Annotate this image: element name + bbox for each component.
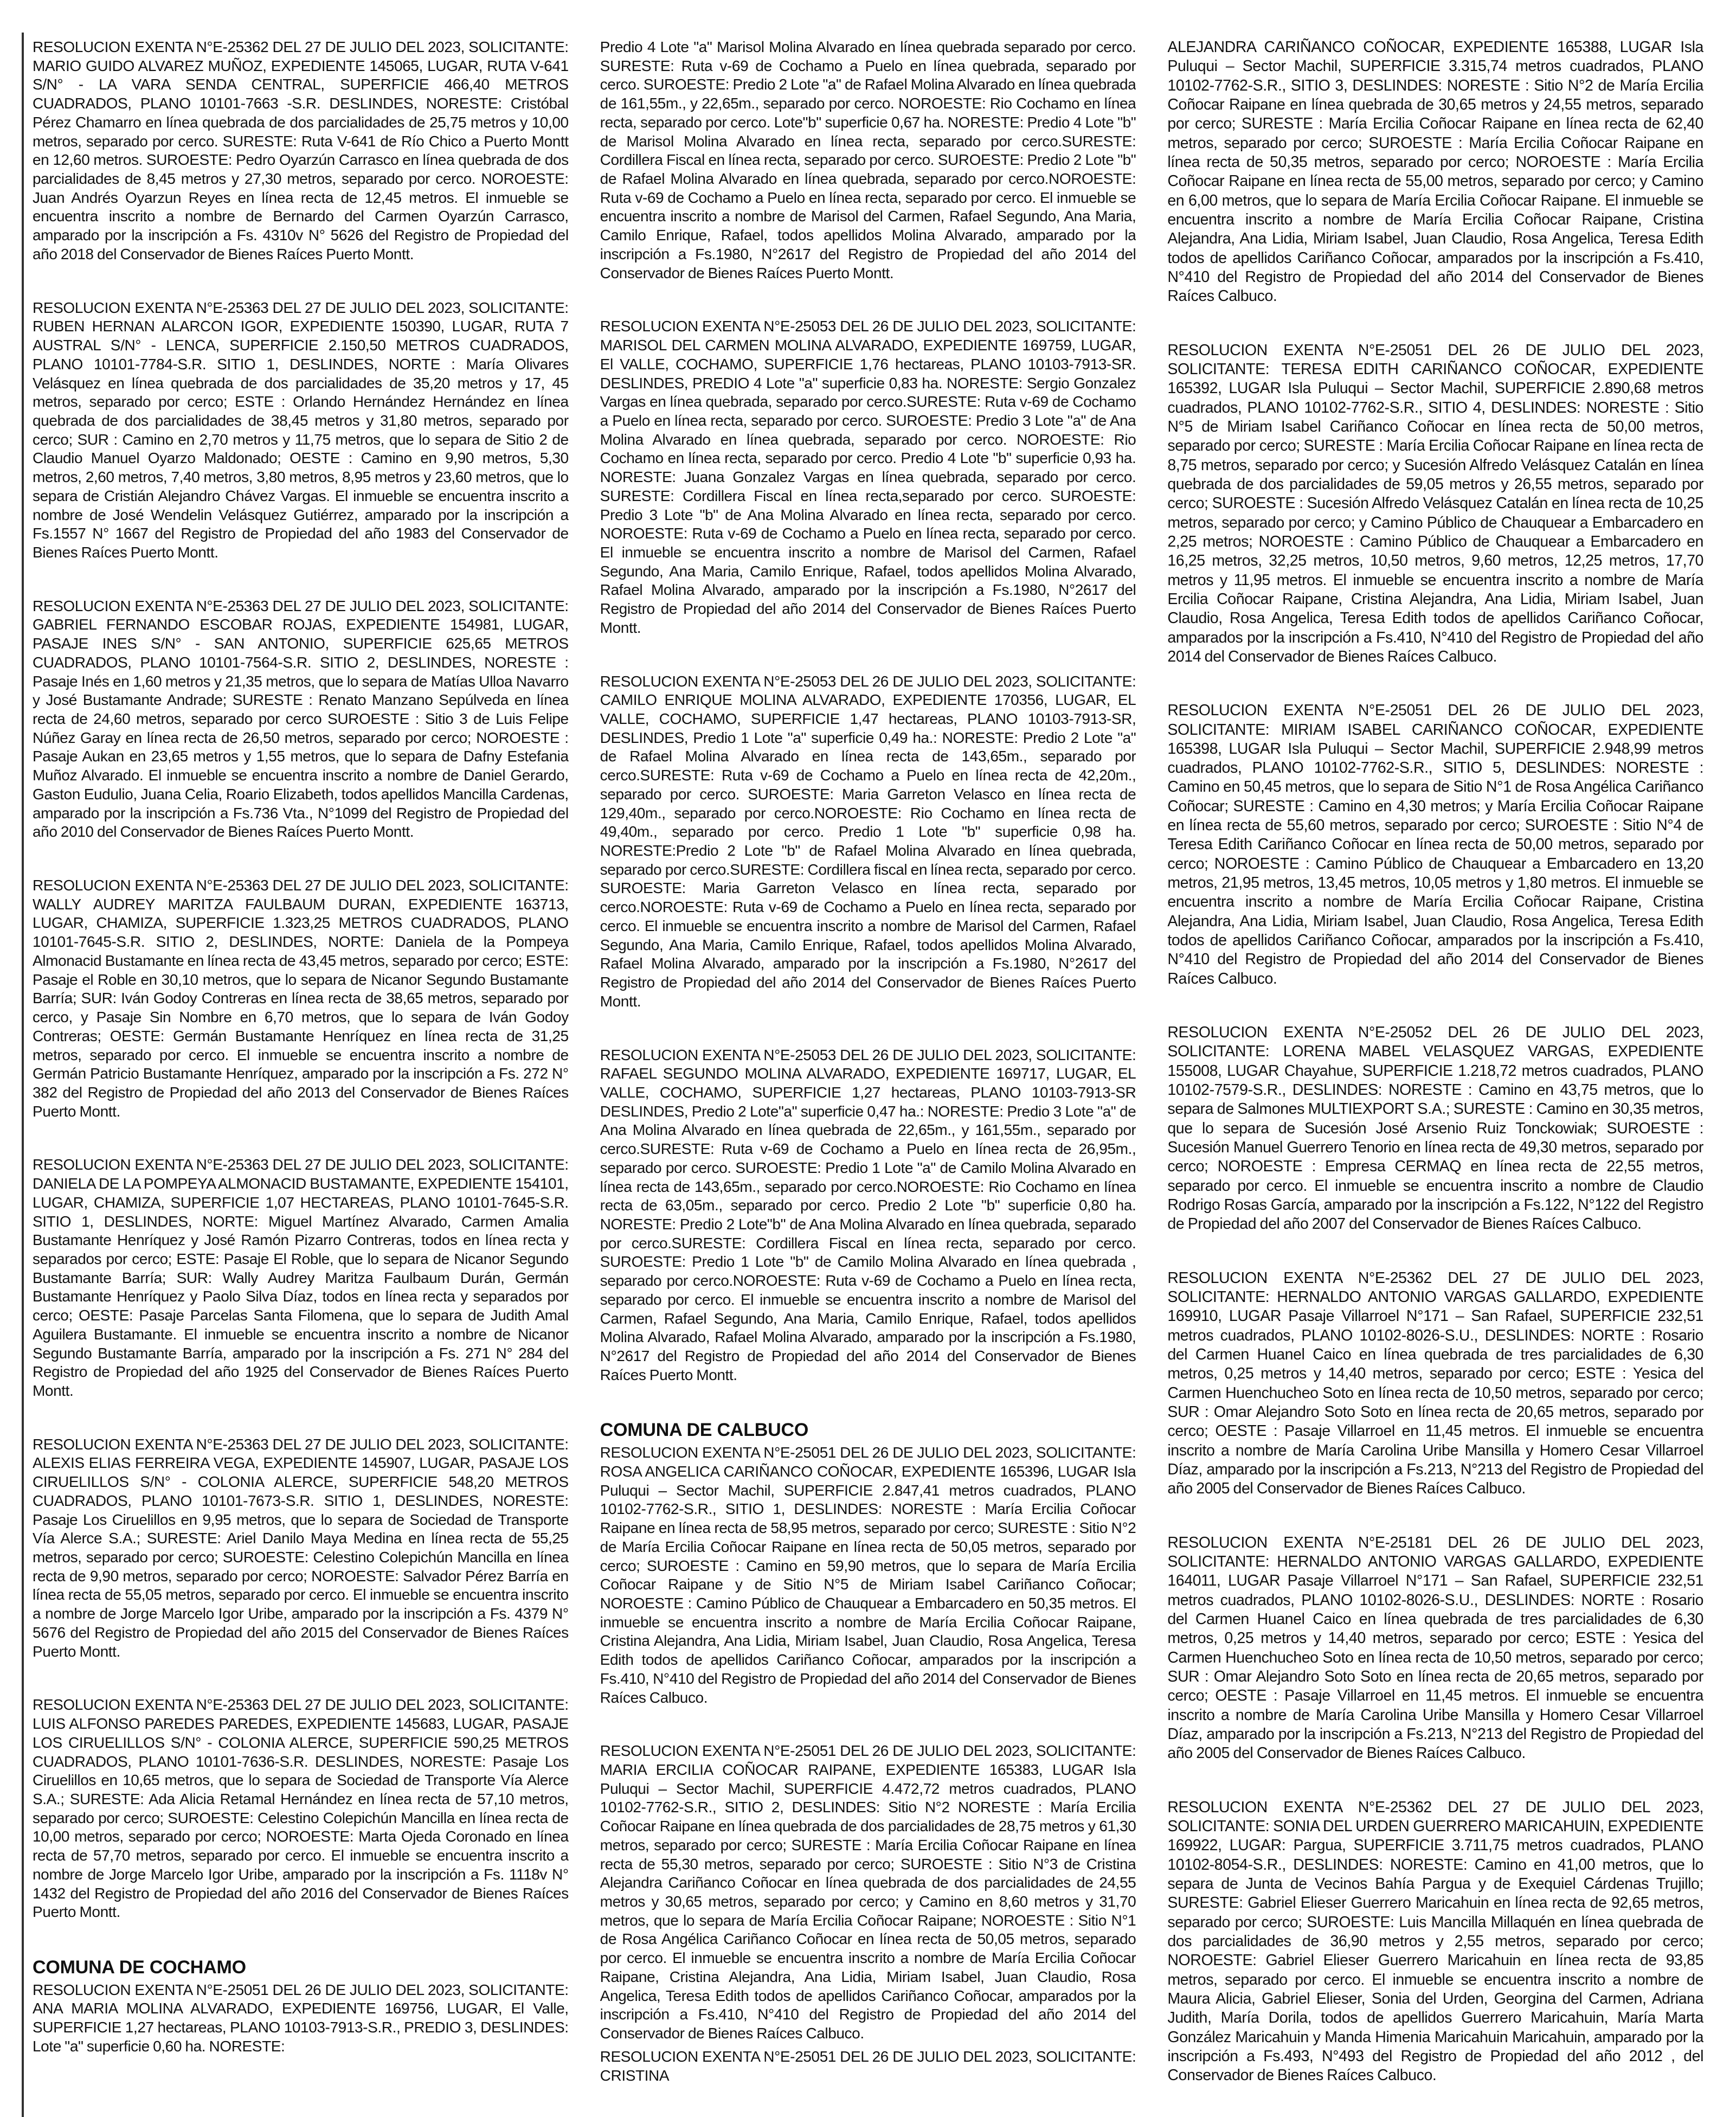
column-1 <box>33 38 569 2099</box>
notice: RESOLUCION EXENTA N°E-25363 DEL 27 DE JULIO DEL 2023, SOLICITANTE: LUIS ALFONSO PAREDES PAREDES, EXPEDIENTE 145683, LUGAR, PASAJE LOS CIRUELILLOS S/N° - COLONIA ALERCE, SUPERFICIE 590,25 METROS CUADRADOS, PLANO 10101-7636-S.R. DESLINDES, NORESTE: Pasaje Los Ciruelillos en 10,65 metros, que lo separa de Sociedad de Transporte Vía Alerce S.A.; SURESTE: Ada Alicia Retamal Hernández en línea recta de 57,10 metros, separado por cerco; SUROESTE: Celestino Colepichún Mancilla en línea recta de 10,00 metros, separado por cerco; NOROESTE: Marta Ojeda Coronado en línea recta de 57,70 metros, separado por cerco. El inmueble se encuentra inscrito a nombre de Jorge Marcelo Igor Uribe, amparado por la inscripción a Fs. 1118v N° 1432 del Registro de Propiedad del año 2016 del Conservador de Bienes Raíces Puerto Montt. <box>33 1696 569 1921</box>
notice: Predio 4 Lote "a" Marisol Molina Alvarado en línea quebrada separado por cerco. SURESTE: Ruta v-69 de Cochamo a Puelo en línea quebrada, separado por cerco. SUROESTE: Predio 2 Lote "a" de Rafael Molina Alvarado en línea quebrada de 161,55m., y 22,65m., separado por cerco. NOROESTE: Rio Cochamo en línea recta, separado por cerco. Lote"b" superficie 0,67 ha. NORESTE: Predio 4 Lote "b" de Marisol Molina Alvarado en línea recta, separado por cerco.SURESTE: Cordillera Fiscal en línea recta, separado por cerco. SUROESTE: Predio 2 Lote "b" de Rafael Molina Alvarado en línea quebrada, separado por cerco.NOROESTE: Ruta v-69 de Cochamo a Puelo en línea recta, separado por cerco. El inmueble se encuentra inscrito a nombre de Marisol del Carmen, Rafael Segundo, Ana Maria, Camilo Enrique, Rafael, todos apellidos Molina Alvarado, amparado por la inscripción a Fs.1980, N°2617 del Registro de Propiedad del año 2014 del Conservador de Bienes Raíces Puerto Montt. <box>600 39 1136 281</box>
notice: RESOLUCION EXENTA N°E-25363 DEL 27 DE JULIO DEL 2023, SOLICITANTE: ALEXIS ELIAS FERREIRA VEGA, EXPEDIENTE 145907, LUGAR, PASAJE LOS CIRUELILLOS S/N° - COLONIA ALERCE, SUPERFICIE 548,20 METROS CUADRADOS, PLANO 10101-7673-S.R. SITIO 1, DESLINDES, NORESTE: Pasaje Los Ciruelillos en 9,95 metros, que lo separa de Sociedad de Transporte Vía Alerce S.A.; SURESTE: Ariel Danilo Maya Medina en línea recta de 55,25 metros, separado por cerco; SUROESTE: Celestino Colepichún Mancilla en línea recta de 9,90 metros, separado por cerco; NOROESTE: Salvador Pérez Barría en línea recta de 55,05 metros, separado por cerco. El inmueble se encuentra inscrito a nombre de Jorge Marcelo Igor Uribe, amparado por la inscripción a Fs. 4379 N° 5676 del Registro de Propiedad del año 2015 del Conservador de Bienes Raíces Puerto Montt. <box>33 1435 569 1660</box>
columns <box>33 38 1703 2099</box>
notice: RESOLUCION EXENTA N°E-25362 DEL 27 DE JULIO DEL 2023, SOLICITANTE: MARIO GUIDO ALVAREZ MUÑOZ, EXPEDIENTE 145065, LUGAR, RUTA V-641 S/N° - LA VARA SENDA CENTRAL, SUPERFICIE 466,40 METROS CUADRADOS, PLANO 10101-7663 -S.R. DESLINDES, NORESTE: Cristóbal Pérez Chamarro en línea quebrada de dos parcialidades de 25,75 metros y 10,00 metros, separado por cerco. SURESTE: Ruta V-641 de Río Chico a Puerto Montt en 12,60 metros. SUROESTE: Pedro Oyarzún Carrasco en línea quebrada de dos parcialidades de 8,45 metros y 27,30 metros, separado por cerco. NOROESTE: Juan Andrés Oyarzun Reyes en línea recta de 12,45 metros. El inmueble se encuentra inscrito a nombre de Bernardo del Carmen Oyarzún Carrasco, amparado por la inscripción a Fs. 4310v N° 5626 del Registro de Propiedad del año 2018 del Conservador de Bienes Raíces Puerto Montt. <box>33 39 569 262</box>
notice: RESOLUCION EXENTA N°E-25052 DEL 26 DE JULIO DEL 2023, SOLICITANTE: LORENA MABEL VELASQUEZ VARGAS, EXPEDIENTE 155008, LUGAR Chayahue, SUPERFICIE 1.218,72 metros cuadrados, PLANO 10102-7579-S.R., DESLINDES: NORESTE : Camino en 43,75 metros, que lo separa de Salmones MULTIEXPORT S.A.; SURESTE : Camino en 30,35 metros, que lo separa de Sucesión José Arsenio Ruiz Tonckowiak; SUROESTE : Sucesión Manuel Guerrero Tenorio en línea recta de 49,30 metros, separado por cerco; NOROESTE : Empresa CERMAQ en línea recta de 22,55 metros, separado por cerco. El inmueble se encuentra inscrito a nombre de Claudio Rodrigo Rosas García, amparado por la inscripción a Fs.122, N°122 del Registro de Propiedad del año 2007 del Conservador de Bienes Raíces Calbuco. <box>1167 1024 1704 1233</box>
notice: RESOLUCION EXENTA N°E-25362 DEL 27 DE JULIO DEL 2023, SOLICITANTE: SONIA DEL URDEN GUERRERO MARICAHUIN, EXPEDIENTE 169922, LUGAR: Pargua, SUPERFICIE 3.711,75 metros cuadrados, PLANO 10102-8054-S.R., DESLINDES: NORESTE: Camino en 41,00 metros, que lo separa de Junta de Vecinos Bahía Pargua y de Exequiel Cárdenas Trujillo; SURESTE: Gabriel Elieser Guerrero Maricahuin en línea recta de 92,65 metros, separado por cerco; SUROESTE: Luis Mancilla Millaquén en línea quebrada de dos parcialidades de 36,90 metros y 2,55 metros, separado por cerco; NOROESTE: Gabriel Elieser Guerrero Maricahuin en línea recta de 93,85 metros, separado por cerco. El inmueble se encuentra inscrito a nombre de Maura Alicia, Gabriel Elieser, Sonia del Urden, Georgina del Carmen, Adriana Judith, María Dorila, todos de apellidos Guerrero Maricahuin, María Marta González Maricahuin y Manda Himenia Maricahuin Maricahuin, amparado por la inscripción a Fs.493, N°493 del Registro de Propiedad del año 2012 , del Conservador de Bienes Raíces Calbuco. <box>1167 1798 1704 2084</box>
notice: RESOLUCION EXENTA N°E-25053 DEL 26 DE JULIO DEL 2023, SOLICITANTE: MARISOL DEL CARMEN MOLINA ALVARADO, EXPEDIENTE 169759, LUGAR, El VALLE, COCHAMO, SUPERFICIE 1,76 hectareas, PLANO 10103-7913-SR. DESLINDES, PREDIO 4 Lote "a" superficie 0,83 ha. NORESTE: Sergio Gonzalez Vargas en línea quebrada, separado por cerco.SURESTE: Ruta v-69 de Cochamo a Puelo en línea recta, separado por cerco. SUROESTE: Predio 3 Lote "a" de Ana Molina Alvarado en línea quebrada, separado por cerco. NOROESTE: Rio Cochamo en línea recta, separado por cerco. Predio 4 Lote "b" superficie 0,93 ha. NORESTE: Juana Gonzalez Vargas en línea quebrada, separado por cerco. SURESTE: Cordillera Fiscal en línea recta,separado por cerco. SUROESTE: Predio 3 Lote "b" de Ana Molina Alvarado en línea recta, separado por cerco. NOROESTE: Ruta v-69 de Cochamo a Puelo en línea recta, separado por cerco. El inmueble se encuentra inscrito a nombre de Marisol del Carmen, Rafael Segundo, Ana Maria, Camilo Enrique, Rafael, todos apellidos Molina Alvarado, Rafael Molina Alvarado, amparado por la inscripción a Fs.1980, N°2617 del Registro de Propiedad del año 2014 del Conservador de Bienes Raíces Puerto Montt. <box>600 318 1136 636</box>
section-heading: COMUNA DE COCHAMO <box>33 1956 246 1978</box>
notice: RESOLUCION EXENTA N°E-25051 DEL 26 DE JULIO DEL 2023, SOLICITANTE: ROSA ANGELICA CARIÑANCO COÑOCAR, EXPEDIENTE 165396, LUGAR Isla Puluqui – Sector Machil, SUPERFICIE 2.847,41 metros cuadrados, PLANO 10102-7762-S.R., SITIO 1, DESLINDES: NORESTE : María Ercilia Coñocar Raipane en línea recta de 58,95 metros, separado por cerco; SURESTE : Sitio N°2 de María Ercilia Coñocar Raipane en línea recta de 50,05 metros, separado por cerco; SUROESTE : Camino en 59,90 metros, que lo separa de María Ercilia Coñocar Raipane y de Sitio N°5 de Miriam Isabel Cariñanco Coñocar; NOROESTE : Camino Público de Chauquear a Embarcadero en 50,35 metros. El inmueble se encuentra inscrito a nombre de María Ercilia Coñocar Raipane, Cristina Alejandra, Ana Lidia, Miriam Isabel, Juan Claudio, Rosa Angelica, Teresa Edith todos de apellidos Cariñanco Coñocar, amparados por la inscripción a Fs.410, N°410 del Registro de Propiedad del año 2014 del Conservador de Bienes Raíces Calbuco. <box>600 1444 1136 1706</box>
notice: RESOLUCION EXENTA N°E-25051 DEL 26 DE JULIO DEL 2023, SOLICITANTE: MIRIAM ISABEL CARIÑANCO COÑOCAR, EXPEDIENTE 165398, LUGAR Isla Puluqui – Sector Machil, SUPERFICIE 2.948,99 metros cuadrados, PLANO 10102-7762-S.R., SITIO 5, DESLINDES: NORESTE : Camino en 50,45 metros, que lo separa de Sitio N°1 de Rosa Angélica Cariñanco Coñocar; SURESTE : Camino en 4,30 metros; y María Ercilia Coñocar Raipane en línea recta de 55,60 metros, separado por cerco; SUROESTE : Sitio N°4 de Teresa Edith Cariñanco Coñocar en línea recta de 50,00 metros, separado por cerco; NOROESTE : Camino Público de Chauquear a Embarcadero en 13,20 metros, 21,95 metros, 13,45 metros, 10,05 metros y 1,80 metros. El inmueble se encuentra inscrito a nombre de María Ercilia Coñocar Raipane, Cristina Alejandra, Ana Lidia, Miriam Isabel, Juan Claudio, Rosa Angelica, Teresa Edith todos de apellidos Cariñanco Coñocar, amparados por la inscripción a Fs.410, N°410 del Registro de Propiedad del año 2014 del Conservador de Bienes Raíces Calbuco. <box>1167 702 1704 987</box>
notice: RESOLUCION EXENTA N°E-25051 DEL 26 DE JULIO DEL 2023, SOLICITANTE: MARIA ERCILIA COÑOCAR RAIPANE, EXPEDIENTE 165383, LUGAR Isla Puluqui – Sector Machil, SUPERFICIE 4.472,72 metros cuadrados, PLANO 10102-7762-S.R., SITIO 2, DESLINDES: Sitio N°2 NORESTE : María Ercilia Coñocar Raipane en línea quebrada de dos parcialidades de 28,75 metros y 61,30 metros, separado por cerco; SURESTE : María Ercilia Coñocar Raipane en línea recta de 55,30 metros, separado por cerco; SUROESTE : Sitio N°3 de Cristina Alejandra Cariñanco Coñocar en línea quebrada de dos parcialidades de 24,55 metros y 30,65 metros, separado por cerco; y Camino en 8,60 metros y 31,70 metros, que lo separa de María Ercilia Coñocar Raipane; NOROESTE : Sitio N°1 de Rosa Angélica Cariñanco Coñocar en línea recta de 50,05 metros, separado por cerco. El inmueble se encuentra inscrito a nombre de María Ercilia Coñocar Raipane, Cristina Alejandra, Ana Lidia, Miriam Isabel, Juan Claudio, Rosa Angelica, Teresa Edith todos de apellidos Cariñanco Coñocar, amparados por la inscripción a Fs.410, N°410 del Registro de Propiedad del año 2014 del Conservador de Bienes Raíces Calbuco. <box>600 1742 1136 2042</box>
notice: RESOLUCION EXENTA N°E-25051 DEL 26 DE JULIO DEL 2023, SOLICITANTE: ANA MARIA MOLINA ALVARADO, EXPEDIENTE 169756, LUGAR, El Valle, SUPERFICIE 1,27 hectareas, PLANO 10103-7913-S.R., PREDIO 3, DESLINDES: Lote "a" superficie 0,60 ha. NORESTE: <box>33 1981 569 2055</box>
column-2 <box>600 38 1136 2099</box>
notice: RESOLUCION EXENTA N°E-25053 DEL 26 DE JULIO DEL 2023, SOLICITANTE: RAFAEL SEGUNDO MOLINA ALVARADO, EXPEDIENTE 169717, LUGAR, EL VALLE, COCHAMO, SUPERFICIE 1,27 hectareas, PLANO 10103-7913-SR DESLINDES, Predio 2 Lote"a" superficie 0,47 ha.: NORESTE: Predio 3 Lote "a" de Ana Molina Alvarado en línea quebrada de 22,65m., y 161,55m., separado por cerco.SURESTE: Ruta v-69 de Cochamo a Puelo en línea recta de 26,95m., separado por cerco. SUROESTE: Predio 1 Lote "a" de Camilo Molina Alvarado en línea recta de 143,65m., separado por cerco.NOROESTE: Rio Cochamo en línea recta de 63,05m., separado por cerco. Predio 2 Lote "b" superficie 0,80 ha. NORESTE: Predio 2 Lote"b" de Ana Molina Alvarado en línea quebrada, separado por cerco.SURESTE: Cordillera Fiscal en línea recta, separado por cerco. SUROESTE: Predio 1 Lote "b" de Camilo Molina Alvarado en línea quebrada , separado por cerco.NOROESTE: Ruta v-69 de Cochamo a Puelo en línea recta, separado por cerco. El inmueble se encuentra inscrito a nombre de Marisol del Carmen, Rafael Segundo, Ana Maria, Camilo Enrique, Rafael, todos apellidos Molina Alvarado, Rafael Molina Alvarado, amparado por la inscripción a Fs.1980, N°2617 del Registro de Propiedad del año 2014 del Conservador de Bienes Raíces Puerto Montt. <box>600 1046 1136 1383</box>
notice: RESOLUCION EXENTA N°E-25363 DEL 27 DE JULIO DEL 2023, SOLICITANTE: RUBEN HERNAN ALARCON IGOR, EXPEDIENTE 150390, LUGAR, RUTA 7 AUSTRAL S/N° - LENCA, SUPERFICIE 2.150,50 METROS CUADRADOS, PLANO 10101-7784-S.R. SITIO 1, DESLINDES, NORTE : María Olivares Velásquez en línea quebrada de dos parcialidades de 35,20 metros y 17, 45 metros, separado por cerco; ESTE : Orlando Hernández Hernández en línea quebrada de dos parcialidades de 38,45 metros y 31,80 metros, separado por cerco; SUR : Camino en 2,70 metros y 11,75 metros, que lo separa de Sitio 2 de Claudio Manuel Oyarzo Maldonado; OESTE : Camino en 9,90 metros, 5,30 metros, 2,60 metros, 7,40 metros, 3,80 metros, 8,95 metros y 23,60 metros, que lo separa de Cristián Alejandro Chávez Vargas. El inmueble se encuentra inscrito a nombre de José Wendelin Velásquez Gutiérrez, amparado por la inscripción a Fs.1557 N° 1667 del Registro de Propiedad del año 1983 del Conservador de Bienes Raíces Puerto Montt. <box>33 299 569 561</box>
notice: RESOLUCION EXENTA N°E-25362 DEL 27 DE JULIO DEL 2023, SOLICITANTE: HERNALDO ANTONIO VARGAS GALLARDO, EXPEDIENTE 169910, LUGAR Pasaje Villarroel N°171 – San Rafael, SUPERFICIE 232,51 metros cuadrados, PLANO 10102-8026-S.U., DESLINDES: NORTE : Rosario del Carmen Huanel Caico en línea quebrada de tres parcialidades de 6,30 metros, 0,25 metros y 14,40 metros, separado por cerco; ESTE : Yesica del Carmen Huenchucheo Soto en línea recta de 10,50 metros, separado por cerco; SUR : Omar Alejandro Soto Soto en línea recta de 20,65 metros, separado por cerco; OESTE : Pasaje Villarroel en 11,45 metros. El inmueble se encuentra inscrito a nombre de María Carolina Uribe Mansilla y Homero Cesar Villarroel Díaz, amparado por la inscripción a Fs.213, N°213 del Registro de Propiedad del año 2005 del Conservador de Bienes Raíces Calbuco. <box>1167 1269 1704 1498</box>
column-3 <box>1167 38 1703 2099</box>
notice: RESOLUCION EXENTA N°E-25053 DEL 26 DE JULIO DEL 2023, SOLICITANTE: CAMILO ENRIQUE MOLINA ALVARADO, EXPEDIENTE 170356, LUGAR, EL VALLE, COCHAMO, SUPERFICIE 1,47 hectareas, PLANO 10103-7913-SR, DESLINDES, Predio 1 Lote "a" superficie 0,49 ha.: NORESTE: Predio 2 Lote "a" de Rafael Molina Alvarado en línea recta de 143,65m., separado por cerco.SURESTE: Ruta v-69 de Cochamo a Puelo en línea recta de 42,20m., separado por cerco. SUROESTE: Maria Garreton Velasco en línea recta de 129,40m., separado por cerco.NOROESTE: Rio Cochamo en línea recta de 49,40m., separado por cerco. Predio 1 Lote "b" superficie 0,98 ha. NORESTE:Predio 2 Lote "b" de Rafael Molina Alvarado en línea quebrada, separado por cerco.SURESTE: Cordillera fiscal en línea recta, separado por cerco. SUROESTE: Maria Garreton Velasco en línea recta, separado por cerco.NOROESTE: Ruta v-69 de Cochamo a Puelo en línea recta, separado por cerco. El inmueble se encuentra inscrito a nombre de Marisol del Carmen, Rafael Segundo, Ana Maria, Camilo Enrique, Rafael, todos apellidos Molina Alvarado, Rafael Molina Alvarado, amparado por la inscripción a Fs.1980, N°2617 del Registro de Propiedad del año 2014 del Conservador de Bienes Raíces Puerto Montt. <box>600 672 1136 1010</box>
notice: RESOLUCION EXENTA N°E-25363 DEL 27 DE JULIO DEL 2023, SOLICITANTE: GABRIEL FERNANDO ESCOBAR ROJAS, EXPEDIENTE 154981, LUGAR, PASAJE INES S/N° - SAN ANTONIO, SUPERFICIE 625,65 METROS CUADRADOS, PLANO 10101-7564-S.R. SITIO 2, DESLINDES, NORESTE : Pasaje Inés en 1,60 metros y 21,35 metros, que lo separa de Matías Ulloa Navarro y José Bustamante Andrade; SURESTE : Renato Manzano Sepúlveda en línea recta de 24,60 metros, separado por cerco SUROESTE : Sitio 3 de Luis Felipe Núñez Garay en línea recta de 26,50 metros, separado por cerco; NOROESTE : Pasaje Aukan en 23,65 metros y 1,55 metros, que lo separa de Dafny Estefania Muñoz Alvarado. El inmueble se encuentra inscrito a nombre de Daniel Gerardo, Gaston Eudulio, Juana Celia, Roario Elizabeth, todos apellidos Mancilla Cardenas, amparado por la inscripción a Fs.736 Vta., N°1099 del Registro de Propiedad del año 2010 del Conservador de Bienes Raíces Puerto Montt. <box>33 597 569 841</box>
notice: RESOLUCION EXENTA N°E-25051 DEL 26 DE JULIO DEL 2023, SOLICITANTE: TERESA EDITH CARIÑANCO COÑOCAR, EXPEDIENTE 165392, LUGAR Isla Puluqui – Sector Machil, SUPERFICIE 2.890,68 metros cuadrados, PLANO 10102-7762-S.R., SITIO 4, DESLINDES: NORESTE : Sitio N°5 de Miriam Isabel Cariñanco Coñocar en línea recta de 50,00 metros, separado por cerco; SURESTE : María Ercilia Coñocar Raipane en línea recta de 8,75 metros, separado por cerco; y Sucesión Alfredo Velásquez Catalán en línea quebrada de dos parcialidades de 59,05 metros y 26,55 metros, separado por cerco; SUROESTE : Sucesión Alfredo Velásquez Catalán en línea recta de 10,25 metros, separado por cerco; y Camino Público de Chauquear a Embarcadero en 2,25 metros; NOROESTE : Camino Público de Chauquear a Embarcadero en 16,25 metros, 32,25 metros, 10,50 metros, 9,60 metros, 12,25 metros, 17,70 metros y 11,95 metros. El inmueble se encuentra inscrito a nombre de María Ercilia Coñocar Raipane, Cristina Alejandra, Ana Lidia, Miriam Isabel, Juan Claudio, Rosa Angelica, Teresa Edith todos de apellidos Cariñanco Coñocar, amparados por la inscripción a Fs.410, N°410 del Registro de Propiedad del año 2014 del Conservador de Bienes Raíces Calbuco. <box>1167 341 1704 665</box>
notice: ALEJANDRA CARIÑANCO COÑOCAR, EXPEDIENTE 165388, LUGAR Isla Puluqui – Sector Machil, SUPERFICIE 3.315,74 metros cuadrados, PLANO 10102-7762-S.R., SITIO 3, DESLINDES: NORESTE : Sitio N°2 de María Ercilia Coñocar Raipane en línea quebrada de 30,65 metros y 24,55 metros, separado por cerco; SURESTE : María Ercilia Coñocar Raipane en línea recta de 62,40 metros, separado por cerco; SUROESTE : María Ercilia Coñocar Raipane en línea recta de 50,35 metros, separado por cerco; NOROESTE : María Ercilia Coñocar Raipane en línea recta de 55,00 metros, separado por cerco; y Camino en 6,00 metros, que lo separa de María Ercilia Coñocar Raipane. El inmueble se encuentra inscrito a nombre de María Ercilia Coñocar Raipane, Cristina Alejandra, Ana Lidia, Miriam Isabel, Juan Claudio, Rosa Angelica, Teresa Edith todos de apellidos Cariñanco Coñocar, amparados por la inscripción a Fs.410, N°410 del Registro de Propiedad del año 2014 del Conservador de Bienes Raíces Calbuco. <box>1167 39 1704 305</box>
notice: RESOLUCION EXENTA N°E-25181 DEL 26 DE JULIO DEL 2023, SOLICITANTE: HERNALDO ANTONIO VARGAS GALLARDO, EXPEDIENTE 164011, LUGAR Pasaje Villarroel N°171 – San Rafael, SUPERFICIE 232,51 metros cuadrados, PLANO 10102-8026-S.U., DESLINDES: NORTE : Rosario del Carmen Huanel Caico en línea quebrada de tres parcialidades de 6,30 metros, 0,25 metros y 14,40 metros, separado por cerco; ESTE : Yesica del Carmen Huenchucheo Soto en línea recta de 10,50 metros, separado por cerco; SUR : Omar Alejandro Soto Soto en línea recta de 20,65 metros, separado por cerco; OESTE : Pasaje Villarroel en 11,45 metros. El inmueble se encuentra inscrito a nombre de María Carolina Uribe Mansilla y Homero Cesar Villarroel Díaz, amparado por la inscripción a Fs.213, N°213 del Registro de Propiedad del año 2005 del Conservador de Bienes Raíces Calbuco. <box>1167 1534 1704 1762</box>
section-heading: COMUNA DE CALBUCO <box>600 1420 809 1441</box>
notice: RESOLUCION EXENTA N°E-25363 DEL 27 DE JULIO DEL 2023, SOLICITANTE: DANIELA DE LA POMPEYA ALMONACID BUSTAMANTE, EXPEDIENTE 154101, LUGAR, CHAMIZA, SUPERFICIE 1,07 HECTAREAS, PLANO 10101-7645-S.R. SITIO 1, DESLINDES, NORTE: Miguel Martínez Alvarado, Carmen Amalia Bustamante Henríquez y José Ramón Pizarro Contreras, todos en línea recta y separados por cerco; ESTE: Pasaje El Roble, que lo separa de Nicanor Segundo Bustamante Barría; SUR: Wally Audrey Maritza Faulbaum Durán, Germán Bustamante Henríquez y Paolo Silva Díaz, todos en línea recta y separados por cerco; OESTE: Pasaje Parcelas Santa Filomena, que lo separa de Judith Amal Aguilera Bustamante. El inmueble se encuentra inscrito a nombre de Nicanor Segundo Bustamante Barría, amparado por la inscripción a Fs. 271 N° 284 del Registro de Propiedad del año 1925 del Conservador de Bienes Raíces Puerto Montt. <box>33 1156 569 1399</box>
notice: RESOLUCION EXENTA N°E-25051 DEL 26 DE JULIO DEL 2023, SOLICITANTE: CRISTINA <box>600 2048 1136 2084</box>
page-edge-rule <box>22 33 24 2117</box>
notice: RESOLUCION EXENTA N°E-25363 DEL 27 DE JULIO DEL 2023, SOLICITANTE: WALLY AUDREY MARITZA FAULBAUM DURAN, EXPEDIENTE 163713, LUGAR, CHAMIZA, SUPERFICIE 1.323,25 METROS CUADRADOS, PLANO 10101-7645-S.R. SITIO 2, DESLINDES, NORTE: Daniela de la Pompeya Almonacid Bustamante en línea recta de 43,45 metros, separado por cerco; ESTE: Pasaje el Roble en 30,10 metros, que lo separa de Nicanor Segundo Bustamante Barría; SUR: Iván Godoy Contreras en línea recta de 38,65 metros, separado por cerco, y Pasaje Sin Nombre en 6,70 metros, que lo separa de Iván Godoy Contreras; OESTE: Germán Bustamante Henríquez en línea recta de 31,25 metros, separado por cerco. El inmueble se encuentra inscrito a nombre de Germán Patricio Bustamante Henríquez, amparado por la inscripción a Fs. 272 N° 382 del Registro de Propiedad del año 2013 del Conservador de Bienes Raíces Puerto Montt. <box>33 877 569 1120</box>
